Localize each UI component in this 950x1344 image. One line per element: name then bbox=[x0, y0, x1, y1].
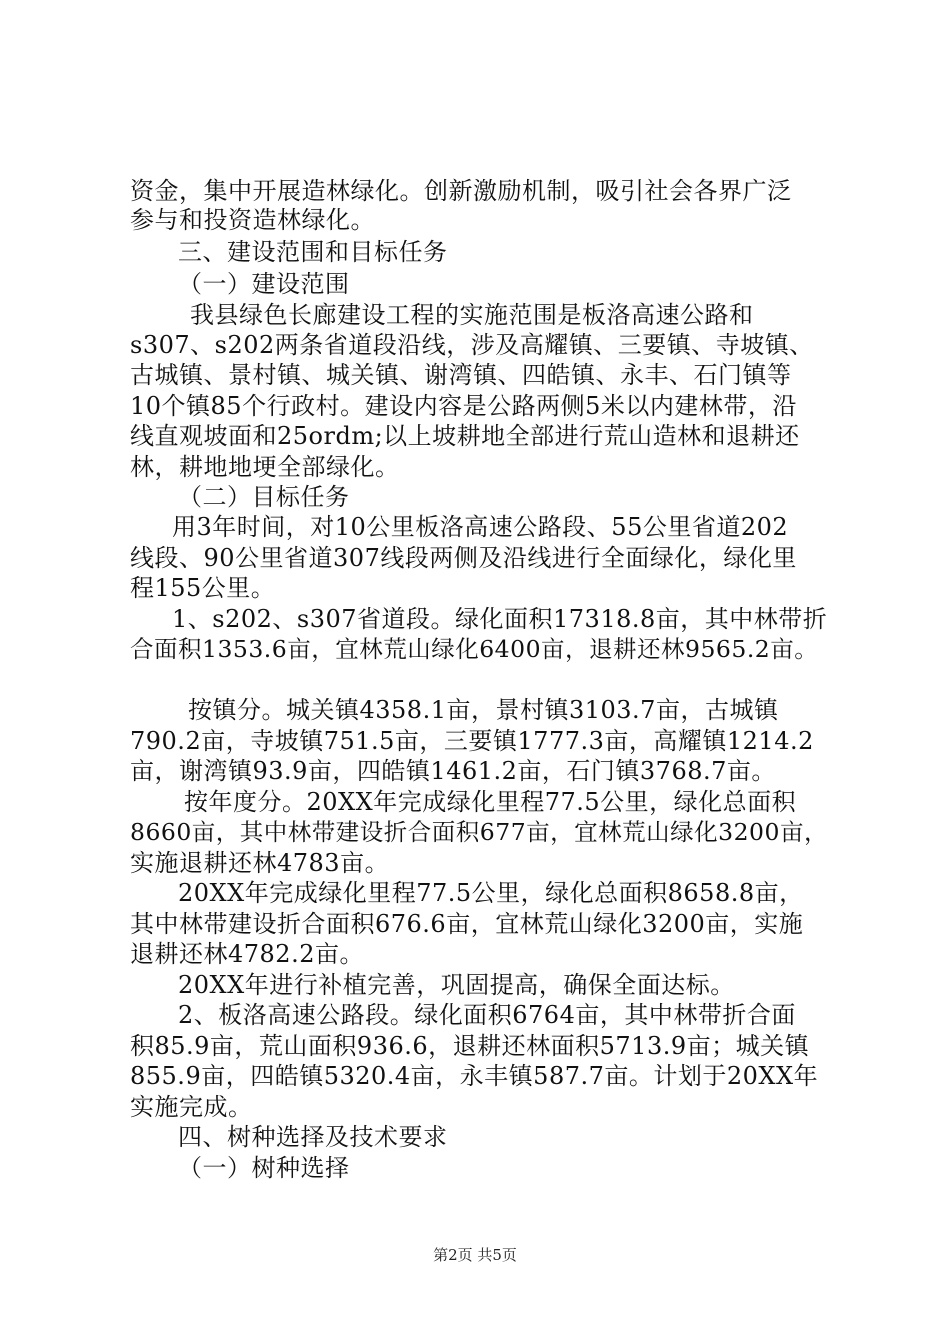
text-line: 古城镇、景村镇、城关镇、谢湾镇、四皓镇、永丰、石门镇等 bbox=[130, 361, 792, 389]
text-line: 其中林带建设折合面积676.6亩，宜林荒山绿化3200亩，实施 bbox=[130, 910, 804, 938]
text-line: 积85.9亩，荒山面积936.6，退耕还林面积5713.9亩；城关镇 bbox=[130, 1032, 810, 1060]
subsection-heading: （一）建设范围 bbox=[178, 270, 350, 298]
text-line: 线段、90公里省道307线段两侧及沿线进行全面绿化，绿化里 bbox=[130, 544, 797, 572]
text-line: 用3年时间，对10公里板洛高速公路段、55公里省道202 bbox=[172, 513, 789, 541]
text-line: 资金，集中开展造林绿化。创新激励机制，吸引社会各界广泛 bbox=[130, 177, 792, 205]
text-line: 实施完成。 bbox=[130, 1093, 253, 1121]
text-line: s307、s202两条省道段沿线，涉及高耀镇、三要镇、寺坡镇、 bbox=[130, 331, 814, 359]
text-line: 合面积1353.6亩，宜林荒山绿化6400亩，退耕还林9565.2亩。 bbox=[130, 635, 819, 663]
text-line: 实施退耕还林4783亩。 bbox=[130, 849, 390, 877]
page-number-footer: 第2页 共5页 bbox=[433, 1246, 517, 1264]
text-line: 程155公里。 bbox=[130, 574, 276, 602]
text-line: 1、s202、s307省道段。绿化面积17318.8亩，其中林带折 bbox=[172, 605, 828, 633]
text-line: 参与和投资造林绿化。 bbox=[130, 206, 375, 234]
text-line: 退耕还林4782.2亩。 bbox=[130, 940, 364, 968]
subsection-heading: （二）目标任务 bbox=[178, 483, 350, 511]
text-line: 线直观坡面和25ordm;以上坡耕地全部进行荒山造林和退耕还 bbox=[130, 422, 800, 450]
text-line: 2、板洛高速公路段。绿化面积6764亩，其中林带折合面 bbox=[178, 1001, 796, 1029]
text-line: 亩，谢湾镇93.9亩，四皓镇1461.2亩，石门镇3768.7亩。 bbox=[130, 757, 776, 785]
text-line: 20XX年进行补植完善，巩固提高，确保全面达标。 bbox=[178, 971, 735, 999]
text-line: 10个镇85个行政村。建设内容是公路两侧5米以内建林带，沿 bbox=[130, 392, 797, 420]
text-line: 8660亩，其中林带建设折合面积677亩，宜林荒山绿化3200亩， bbox=[130, 818, 828, 846]
text-line: 855.9亩，四皓镇5320.4亩，永丰镇587.7亩。计划于20XX年 bbox=[130, 1062, 819, 1090]
text-line: 20XX年完成绿化里程77.5公里，绿化总面积8658.8亩， bbox=[178, 879, 804, 907]
text-line: 按镇分。城关镇4358.1亩，景村镇3103.7亩，古城镇 bbox=[188, 696, 779, 724]
text-line: 按年度分。20XX年完成绿化里程77.5公里，绿化总面积 bbox=[184, 788, 797, 816]
text-line: 林，耕地地埂全部绿化。 bbox=[130, 453, 400, 481]
section-heading: 四、树种选择及技术要求 bbox=[178, 1123, 448, 1151]
subsection-heading: （一）树种选择 bbox=[178, 1154, 350, 1182]
text-line: 790.2亩，寺坡镇751.5亩，三要镇1777.3亩，高耀镇1214.2 bbox=[130, 727, 814, 755]
section-heading: 三、建设范围和目标任务 bbox=[178, 238, 448, 266]
text-line: 我县绿色长廊建设工程的实施范围是板洛高速公路和 bbox=[190, 301, 754, 329]
